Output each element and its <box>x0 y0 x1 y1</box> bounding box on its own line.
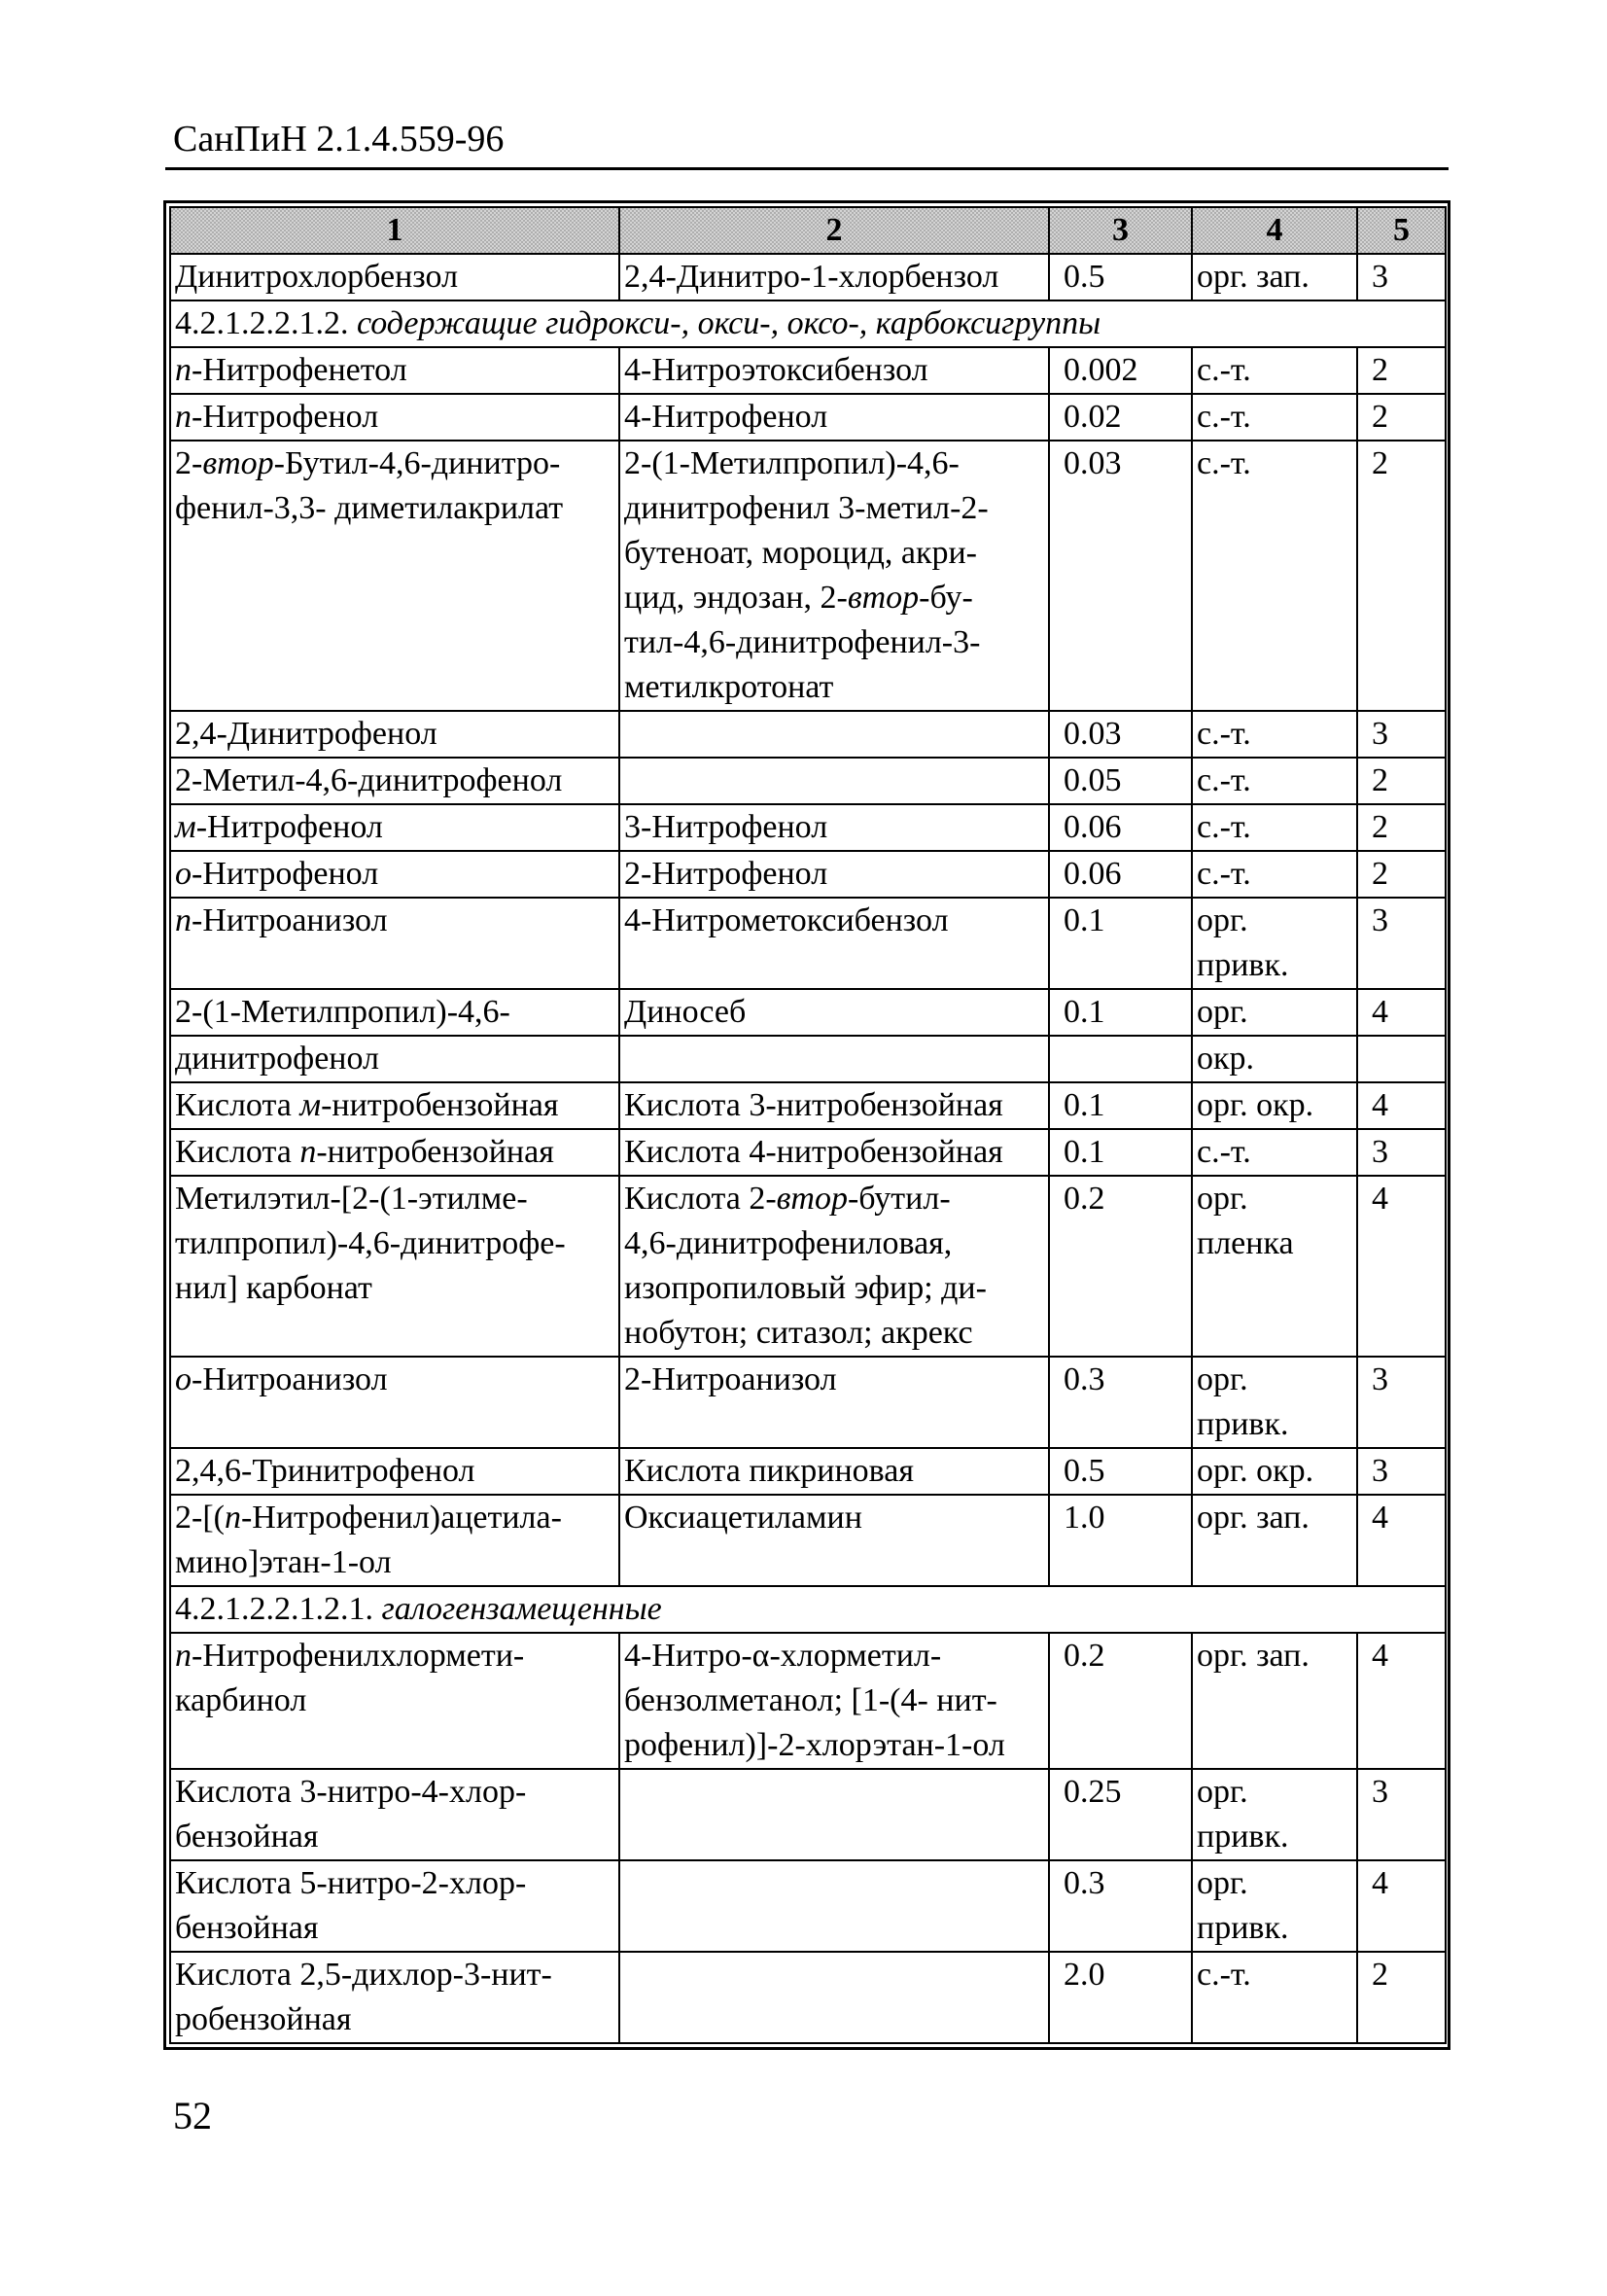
cell-line: Кислота 2-втор-бутил- <box>624 1181 951 1217</box>
hazard-indicator-cell <box>1192 1860 1357 1952</box>
cell-line: п-Нитрофенол <box>175 399 379 435</box>
hazard-indicator-cell <box>1192 254 1357 300</box>
synonym-cell <box>619 758 1049 804</box>
substance-name-cell <box>170 1952 619 2043</box>
table-row <box>170 1448 1446 1495</box>
limit-value-cell: 0.1 <box>1049 989 1192 1036</box>
hazard-class-cell: 3 <box>1357 1448 1446 1495</box>
cell-line: 2-втор-Бутил-4,6-динитро- <box>175 445 561 481</box>
synonym-cell <box>619 1357 1049 1448</box>
cell-line: орг. окр. <box>1197 1087 1314 1123</box>
hazard-indicator-cell <box>1192 1448 1357 1495</box>
cell-line: 4-Нитрометоксибензол <box>624 902 949 938</box>
limit-value-cell: 0.2 <box>1049 1633 1192 1769</box>
cell-line: орг. <box>1197 1181 1248 1217</box>
synonym-cell <box>619 1952 1049 2043</box>
cell-line: 2-(1-Метилпропил)-4,6- <box>624 445 960 481</box>
hazard-class-cell: 4 <box>1357 1176 1446 1357</box>
table-row <box>170 898 1446 989</box>
synonym-cell <box>619 1633 1049 1769</box>
synonym-cell <box>619 898 1049 989</box>
limit-value-cell: 0.1 <box>1049 1129 1192 1176</box>
cell-line: нобутон; ситазол; акрекс <box>624 1315 973 1351</box>
section-heading <box>170 300 1446 347</box>
cell-line: Кислота 4-нитробензойная <box>624 1134 1003 1170</box>
synonym-cell <box>619 851 1049 898</box>
hazard-indicator-cell <box>1192 347 1357 394</box>
synonym-cell <box>619 1860 1049 1952</box>
table-row <box>170 804 1446 851</box>
cell-line: привк. <box>1197 1819 1289 1854</box>
section-heading-row <box>170 1586 1446 1633</box>
table-header-row <box>170 207 1446 254</box>
cell-line: тилпропил)-4,6-динитрофе- <box>175 1225 566 1261</box>
cell-line: орг. окр. <box>1197 1453 1314 1489</box>
cell-line: карбинол <box>175 1682 307 1718</box>
cell-line: 4-Нитрофенол <box>624 399 828 435</box>
hazard-indicator-cell <box>1192 441 1357 711</box>
table-row <box>170 1952 1446 2043</box>
table-row <box>170 254 1446 300</box>
limit-value-cell: 0.5 <box>1049 1448 1192 1495</box>
limit-value-cell: 0.02 <box>1049 394 1192 441</box>
cell-line: Кислота 3-нитро-4-хлор- <box>175 1774 527 1810</box>
table-row <box>170 1633 1446 1769</box>
synonym-cell <box>619 1176 1049 1357</box>
hazard-indicator-cell <box>1192 1495 1357 1586</box>
limit-value-cell: 0.1 <box>1049 1082 1192 1129</box>
cell-line: с.-т. <box>1197 856 1251 892</box>
substance-name-cell <box>170 804 619 851</box>
cell-line: нил] карбонат <box>175 1270 372 1306</box>
cell-line: Кислота 2,5-дихлор-3-нит- <box>175 1957 552 1993</box>
limit-value-cell: 2.0 <box>1049 1952 1192 2043</box>
table-row <box>170 1176 1446 1357</box>
hazard-class-cell: 2 <box>1357 394 1446 441</box>
synonym-cell <box>619 254 1049 300</box>
table-row <box>170 1769 1446 1860</box>
substance-name-cell <box>170 1495 619 1586</box>
cell-line: 4,6-динитрофениловая, <box>624 1225 953 1261</box>
synonym-cell <box>619 1082 1049 1129</box>
table-row <box>170 758 1446 804</box>
section-heading-row <box>170 300 1446 347</box>
cell-line: 2-Нитрофенол <box>624 856 828 892</box>
limit-value-cell: 0.05 <box>1049 758 1192 804</box>
hazard-class-cell: 2 <box>1357 758 1446 804</box>
limit-value-cell: 0.2 <box>1049 1176 1192 1357</box>
hazard-indicator-cell <box>1192 1357 1357 1448</box>
cell-line: Кислота 3-нитробензойная <box>624 1087 1003 1123</box>
table-frame <box>163 200 1450 2050</box>
limit-value-cell <box>1049 1036 1192 1082</box>
hazard-class-cell: 3 <box>1357 254 1446 300</box>
hazard-class-cell: 4 <box>1357 1633 1446 1769</box>
hazard-class-cell: 3 <box>1357 711 1446 758</box>
hazard-indicator-cell <box>1192 711 1357 758</box>
hazard-class-cell: 2 <box>1357 347 1446 394</box>
hazard-class-cell: 3 <box>1357 1769 1446 1860</box>
section-number: 4.2.1.2.2.1.2.1. <box>175 1591 373 1627</box>
table-row <box>170 711 1446 758</box>
limit-value-cell: 0.002 <box>1049 347 1192 394</box>
table-row <box>170 1036 1446 1082</box>
hazard-class-cell: 2 <box>1357 851 1446 898</box>
cell-line: рофенил)]-2-хлорэтан-1-ол <box>624 1727 1005 1763</box>
hazard-class-cell: 4 <box>1357 1860 1446 1952</box>
page-number: 52 <box>173 2094 212 2137</box>
cell-line: 2-Нитроанизол <box>624 1361 837 1397</box>
cell-line: Динитрохлорбензол <box>175 259 459 295</box>
cell-line: бензолметанол; [1-(4- нит- <box>624 1682 997 1718</box>
substance-name-cell <box>170 1036 619 1082</box>
synonym-cell <box>619 1769 1049 1860</box>
column-header-3: 3 <box>1049 207 1192 254</box>
section-title: содержащие гидрокси-, окси-, оксо-, карбоксигруппы <box>357 305 1101 341</box>
substance-name-cell <box>170 1176 619 1357</box>
cell-line: 2,4-Динитро-1-хлорбензол <box>624 259 999 295</box>
substance-name-cell <box>170 898 619 989</box>
substance-name-cell <box>170 758 619 804</box>
cell-line: 3-Нитрофенол <box>624 809 828 845</box>
cell-line: с.-т. <box>1197 1957 1251 1993</box>
cell-line: Кислота м-нитробензойная <box>175 1087 559 1123</box>
table-row <box>170 441 1446 711</box>
cell-line: окр. <box>1197 1041 1255 1077</box>
cell-line: с.-т. <box>1197 445 1251 481</box>
substance-name-cell <box>170 711 619 758</box>
cell-line: п-Нитроанизол <box>175 902 388 938</box>
cell-line: привк. <box>1197 1406 1289 1442</box>
hazard-indicator-cell <box>1192 1769 1357 1860</box>
hazard-class-cell <box>1357 1036 1446 1082</box>
limit-value-cell: 0.3 <box>1049 1357 1192 1448</box>
column-header-5: 5 <box>1357 207 1446 254</box>
cell-line: привк. <box>1197 1910 1289 1946</box>
hazard-indicator-cell <box>1192 804 1357 851</box>
cell-line: бутеноат, мороцид, акри- <box>624 535 977 571</box>
hazard-class-cell: 3 <box>1357 1357 1446 1448</box>
table-body <box>170 254 1446 2043</box>
substance-name-cell <box>170 254 619 300</box>
synonym-cell <box>619 1448 1049 1495</box>
cell-line: орг. <box>1197 1361 1248 1397</box>
cell-line: Оксиацетиламин <box>624 1500 862 1536</box>
cell-line: с.-т. <box>1197 352 1251 388</box>
hazard-class-cell: 4 <box>1357 989 1446 1036</box>
cell-line: орг. зап. <box>1197 259 1310 295</box>
substance-name-cell <box>170 441 619 711</box>
cell-line: изопропиловый эфир; ди- <box>624 1270 987 1306</box>
synonym-cell <box>619 1129 1049 1176</box>
substance-name-cell <box>170 347 619 394</box>
column-header-1: 1 <box>170 207 619 254</box>
section-number: 4.2.1.2.2.1.2. <box>175 305 349 341</box>
limit-value-cell: 0.3 <box>1049 1860 1192 1952</box>
cell-line: 2,4,6-Тринитрофенол <box>175 1453 475 1489</box>
cell-line: Диносеб <box>624 994 747 1030</box>
cell-line: Кислота 5-нитро-2-хлор- <box>175 1865 527 1901</box>
cell-line: с.-т. <box>1197 1134 1251 1170</box>
cell-line: п-Нитрофенилхлормети- <box>175 1638 525 1674</box>
hazard-class-cell: 2 <box>1357 441 1446 711</box>
hazard-class-cell: 2 <box>1357 1952 1446 2043</box>
substance-name-cell <box>170 1129 619 1176</box>
table-row <box>170 1495 1446 1586</box>
cell-line: бензойная <box>175 1819 319 1854</box>
cell-line: мино]этан-1-ол <box>175 1544 392 1580</box>
cell-line: 2-(1-Метилпропил)-4,6- <box>175 994 510 1030</box>
cell-line: цид, эндозан, 2-втор-бу- <box>624 580 973 616</box>
hazard-indicator-cell <box>1192 1633 1357 1769</box>
table-row <box>170 1082 1446 1129</box>
limit-value-cell: 1.0 <box>1049 1495 1192 1586</box>
cell-line: метилкротонат <box>624 669 834 705</box>
cell-line: робензойная <box>175 2001 352 2037</box>
hazard-indicator-cell <box>1192 758 1357 804</box>
limit-value-cell: 0.1 <box>1049 898 1192 989</box>
synonym-cell <box>619 441 1049 711</box>
cell-line: с.-т. <box>1197 716 1251 752</box>
cell-line: 4-Нитроэтоксибензол <box>624 352 928 388</box>
cell-line: м-Нитрофенол <box>175 809 383 845</box>
cell-line: динитрофенол <box>175 1041 379 1077</box>
table-row <box>170 1860 1446 1952</box>
cell-line: с.-т. <box>1197 762 1251 798</box>
limit-value-cell: 0.5 <box>1049 254 1192 300</box>
cell-line: орг. зап. <box>1197 1638 1310 1674</box>
limit-value-cell: 0.03 <box>1049 711 1192 758</box>
page-header: СанПиН 2.1.4.559-96 <box>173 119 505 159</box>
table-row <box>170 989 1446 1036</box>
cell-line: динитрофенил 3-метил-2- <box>624 490 989 526</box>
cell-line: тил-4,6-динитрофенил-3- <box>624 624 981 660</box>
hazard-class-cell: 3 <box>1357 1129 1446 1176</box>
cell-line: о-Нитроанизол <box>175 1361 388 1397</box>
cell-line: с.-т. <box>1197 809 1251 845</box>
cell-line: о-Нитрофенол <box>175 856 379 892</box>
synonym-cell <box>619 1495 1049 1586</box>
cell-line: привк. <box>1197 947 1289 983</box>
substance-name-cell <box>170 1448 619 1495</box>
cell-line: фенил-3,3- диметилакрилат <box>175 490 564 526</box>
limit-value-cell: 0.03 <box>1049 441 1192 711</box>
hazard-indicator-cell <box>1192 898 1357 989</box>
hazard-class-cell: 3 <box>1357 898 1446 989</box>
substance-name-cell <box>170 394 619 441</box>
substance-name-cell <box>170 1082 619 1129</box>
hazard-indicator-cell <box>1192 1952 1357 2043</box>
column-header-4: 4 <box>1192 207 1357 254</box>
table-row <box>170 394 1446 441</box>
cell-line: 4-Нитро-α-хлорметил- <box>624 1638 942 1674</box>
hazard-indicator-cell <box>1192 1036 1357 1082</box>
limit-value-cell: 0.06 <box>1049 851 1192 898</box>
cell-line: пленка <box>1197 1225 1294 1261</box>
cell-line: орг. <box>1197 902 1248 938</box>
synonym-cell <box>619 1036 1049 1082</box>
synonym-cell <box>619 711 1049 758</box>
hazard-indicator-cell <box>1192 1129 1357 1176</box>
section-heading <box>170 1586 1446 1633</box>
table-row <box>170 851 1446 898</box>
hazard-class-cell: 4 <box>1357 1082 1446 1129</box>
cell-line: Кислота п-нитробензойная <box>175 1134 554 1170</box>
cell-line: Метилэтил-[2-(1-этилме- <box>175 1181 528 1217</box>
cell-line: орг. <box>1197 1774 1248 1810</box>
cell-line: с.-т. <box>1197 399 1251 435</box>
cell-line: п-Нитрофенетол <box>175 352 407 388</box>
substance-name-cell <box>170 1769 619 1860</box>
cell-line: 2-Метил-4,6-динитрофенол <box>175 762 563 798</box>
cell-line: орг. зап. <box>1197 1500 1310 1536</box>
substance-name-cell <box>170 1633 619 1769</box>
synonym-cell <box>619 989 1049 1036</box>
cell-line: Кислота пикриновая <box>624 1453 914 1489</box>
cell-line: орг. <box>1197 994 1248 1030</box>
hazard-class-cell: 2 <box>1357 804 1446 851</box>
hygiene-standards-table <box>169 206 1447 2044</box>
cell-line: 2-[(п-Нитрофенил)ацетила- <box>175 1500 562 1536</box>
cell-line: бензойная <box>175 1910 319 1946</box>
hazard-indicator-cell <box>1192 1176 1357 1357</box>
substance-name-cell <box>170 989 619 1036</box>
cell-line: орг. <box>1197 1865 1248 1901</box>
limit-value-cell: 0.06 <box>1049 804 1192 851</box>
hazard-indicator-cell <box>1192 851 1357 898</box>
hazard-indicator-cell <box>1192 394 1357 441</box>
header-rule <box>165 167 1449 170</box>
table-row <box>170 1357 1446 1448</box>
hazard-class-cell: 4 <box>1357 1495 1446 1586</box>
hazard-indicator-cell <box>1192 1082 1357 1129</box>
synonym-cell <box>619 347 1049 394</box>
substance-name-cell <box>170 1357 619 1448</box>
synonym-cell <box>619 804 1049 851</box>
cell-line: 2,4-Динитрофенол <box>175 716 437 752</box>
table-row <box>170 1129 1446 1176</box>
table-row <box>170 347 1446 394</box>
section-title: галогензамещенные <box>381 1591 662 1627</box>
substance-name-cell <box>170 1860 619 1952</box>
substance-name-cell <box>170 851 619 898</box>
synonym-cell <box>619 394 1049 441</box>
column-header-2: 2 <box>619 207 1049 254</box>
limit-value-cell: 0.25 <box>1049 1769 1192 1860</box>
hazard-indicator-cell <box>1192 989 1357 1036</box>
